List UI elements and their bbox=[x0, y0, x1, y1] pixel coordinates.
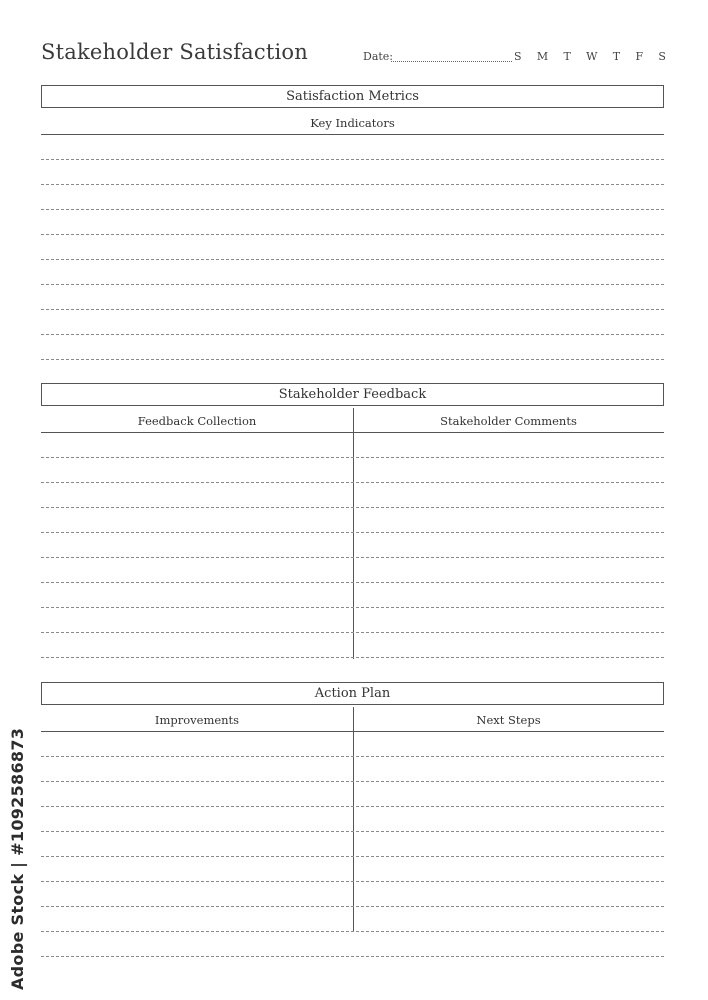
metrics-section-title: Satisfaction Metrics bbox=[41, 85, 664, 108]
writing-line bbox=[41, 906, 664, 907]
feedback-column-divider bbox=[353, 408, 354, 659]
action-column-divider bbox=[353, 707, 354, 932]
date-label: Date: bbox=[363, 50, 394, 63]
writing-line bbox=[41, 781, 664, 782]
metrics-header-rule bbox=[41, 134, 664, 135]
weekday-selector bbox=[514, 50, 666, 63]
day-wednesday[interactable]: W bbox=[586, 50, 598, 63]
writing-line bbox=[41, 184, 664, 185]
writing-line bbox=[41, 234, 664, 235]
next-steps-header: Next Steps bbox=[476, 713, 541, 727]
date-field[interactable] bbox=[391, 61, 512, 62]
writing-line bbox=[41, 582, 664, 583]
writing-line bbox=[41, 657, 664, 658]
action-section-title: Action Plan bbox=[41, 682, 664, 705]
writing-line bbox=[41, 632, 664, 633]
day-sunday[interactable]: S bbox=[514, 50, 522, 63]
writing-line bbox=[41, 532, 664, 533]
feedback-section-title: Stakeholder Feedback bbox=[41, 383, 664, 406]
writing-line bbox=[41, 831, 664, 832]
writing-line bbox=[41, 806, 664, 807]
writing-line bbox=[41, 956, 664, 957]
writing-line bbox=[41, 557, 664, 558]
writing-line bbox=[41, 284, 664, 285]
day-monday[interactable]: M bbox=[536, 50, 549, 63]
writing-line bbox=[41, 159, 664, 160]
writing-line bbox=[41, 457, 664, 458]
writing-line bbox=[41, 334, 664, 335]
writing-line bbox=[41, 209, 664, 210]
day-saturday[interactable]: S bbox=[658, 50, 666, 63]
writing-line bbox=[41, 507, 664, 508]
writing-line bbox=[41, 931, 664, 932]
writing-line bbox=[41, 359, 664, 360]
stakeholder-comments-header: Stakeholder Comments bbox=[440, 414, 577, 428]
writing-line bbox=[41, 607, 664, 608]
key-indicators-header: Key Indicators bbox=[310, 116, 395, 130]
writing-line bbox=[41, 259, 664, 260]
writing-line bbox=[41, 309, 664, 310]
writing-line bbox=[41, 856, 664, 857]
page-title: Stakeholder Satisfaction bbox=[41, 40, 308, 64]
day-tuesday[interactable]: T bbox=[563, 50, 571, 63]
feedback-collection-header: Feedback Collection bbox=[137, 414, 257, 428]
day-thursday[interactable]: T bbox=[612, 50, 621, 63]
stock-credit-text: Adobe Stock | #1092586873 bbox=[8, 727, 27, 990]
improvements-header: Improvements bbox=[154, 713, 240, 727]
day-friday[interactable]: F bbox=[635, 50, 644, 63]
writing-line bbox=[41, 756, 664, 757]
writing-line bbox=[41, 881, 664, 882]
writing-line bbox=[41, 482, 664, 483]
